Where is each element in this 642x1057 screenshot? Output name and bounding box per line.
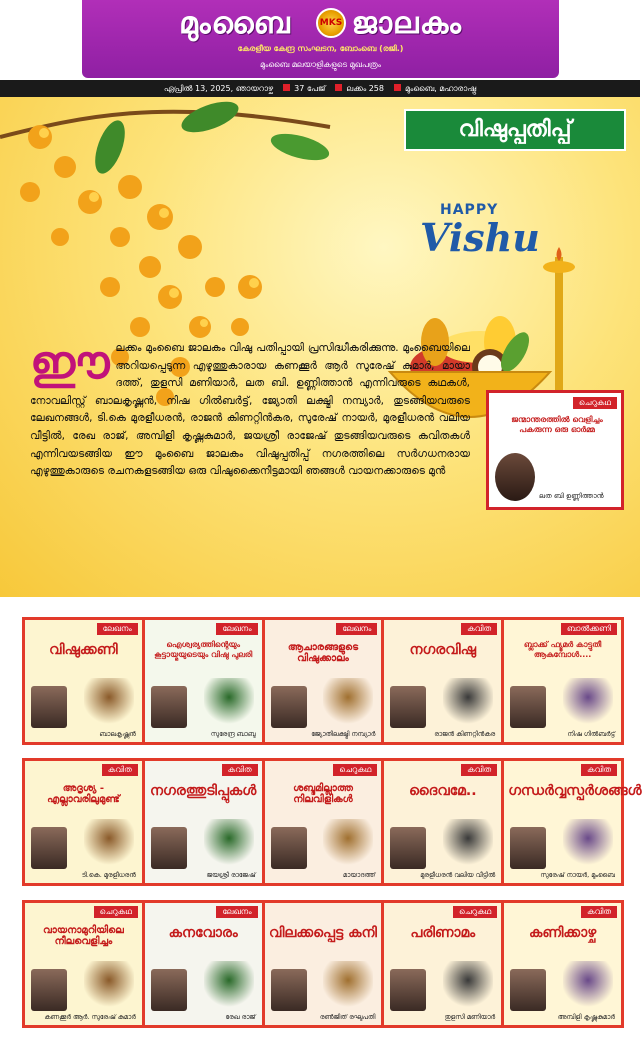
card-title: ഐശ്വര്യത്തിന്റെയും കൂട്ടായ്മയുടെയും വിഷു പുലരി: [154, 640, 253, 659]
card-title: ഗന്ധർവ്വസ്പർശങ്ങൾ: [508, 783, 642, 799]
page-count: 37 പേജ്: [283, 84, 325, 94]
author-photo: [31, 827, 67, 869]
author-photo: [495, 453, 535, 501]
content-card[interactable]: [145, 903, 262, 1025]
contents-row-1: [22, 617, 624, 745]
card-title: ആചാരങ്ങളുടെ വിഷുക്കാലം: [287, 642, 359, 664]
card-title: പരിണാമം: [410, 925, 476, 941]
card-category-tag: കവിത: [581, 764, 617, 776]
card-illustration: [563, 961, 613, 1009]
author-photo: [271, 969, 307, 1011]
card-author: ടി.കെ. മുരളീധരൻ: [81, 871, 136, 879]
card-illustration: [204, 961, 254, 1009]
masthead-tagline: മുംബൈ മലയാളികളുടെ മുഖപത്രം: [259, 60, 381, 69]
card-author: മുരളീധരൻ വലിയ വീട്ടിൽ: [420, 871, 496, 879]
feature-author: ലത ബി ഉണ്ണിത്താൻ: [539, 492, 604, 500]
card-illustration: [84, 961, 134, 1009]
issue-place: മുംബൈ, മഹാരാഷ്ട്ര: [394, 84, 476, 94]
card-author: രേഖ രാജ്: [225, 1013, 256, 1021]
vishu-text: Vishu: [420, 215, 540, 260]
feature-title: ജന്മാന്തരത്തിൽ വെളിച്ചം പകരുന്ന ഒരു ഓർമ്മ: [511, 415, 603, 434]
card-illustration: [84, 678, 134, 726]
card-author: അമ്പിളി കൃഷ്ണകുമാർ: [557, 1013, 615, 1021]
card-title: നഗരവിഷു: [409, 642, 477, 658]
feature-card[interactable]: [486, 390, 624, 510]
issue-date: ഏപ്രിൽ 13, 2025, ഞായറാഴ്ച: [163, 83, 274, 93]
card-title: വിഷുക്കണി: [49, 642, 118, 658]
contents-row-2: [22, 758, 642, 886]
card-author: തുളസി മണിയാർ: [444, 1013, 496, 1021]
card-category-tag: ലേഖനം: [97, 623, 138, 635]
content-card[interactable]: [25, 903, 142, 1025]
card-category-tag: ലേഖനം: [216, 623, 257, 635]
author-photo: [271, 686, 307, 728]
card-category-tag: കവിത: [222, 764, 258, 776]
content-card[interactable]: [145, 761, 262, 883]
card-category-tag: കവിത: [102, 764, 138, 776]
author-photo: [390, 686, 426, 728]
card-category-tag: ലേഖനം: [336, 623, 377, 635]
card-illustration: [443, 678, 493, 726]
author-photo: [151, 686, 187, 728]
author-photo: [510, 686, 546, 728]
intro-text: ലക്കം മുംബൈ ജാലകം വിഷു പതിപ്പായി പ്രസിദ്ധീകരിക്കുന്നു. മുംബൈയിലെ അറിയപ്പെടുന്ന എഴുത്തുകാരായ കണക്കൂർ ആർ സുരേഷ് കുമാർ, മായാ ദത്ത്, തുളസി മണിയാർ, ലത ബി. ഉണ്ണിത്താൻ എന്നിവരുടെ കഥകൾ, നോവലിസ്റ്റ് ബാലകൃഷ്ണൻ, നിഷ ഗിൽബർട്ട്, ജ്യോതി ലക്ഷ്മി നമ്പ്യാർ, തുടങ്ങിയവരുടെ ലേഖനങ്ങൾ, ടി.കെ മുരളീധരൻ, രാജൻ കിണറ്റിൻകര, സുരേഷ് നായർ, മുരളീധരൻ വലിയ വീട്ടിൽ, രേഖ രാജ്, അമ്പിളി കൃഷ്ണകുമാർ, ജയശ്രീ രാജേഷ് തുടങ്ങിയവരുടെ കവിതകൾ എന്നിവയടങ്ങിയ ഈ മുംബൈ ജാലകം വിഷുപ്പതിപ്പ് നഗരത്തിലെ സർഗധനരായ എഴുത്തുകാരുടെ രചനകളടങ്ങിയ ഒരു വിഷുക്കൈനീട്ടമായി ഞങ്ങൾ വായനക്കാരുടെ മുൻ: [30, 342, 470, 478]
card-author: സുരേന്ദ്ര ബാബു: [210, 730, 256, 738]
card-category-tag: ചെറുകഥ: [453, 906, 497, 918]
content-card[interactable]: [504, 903, 621, 1025]
author-photo: [510, 827, 546, 869]
card-illustration: [563, 678, 613, 726]
card-author: നിഷ ഗിൽബർട്ട്: [567, 730, 615, 738]
author-photo: [271, 827, 307, 869]
square-bullet-icon: [394, 84, 401, 91]
card-illustration: [204, 819, 254, 867]
card-author: ജ്യോതിലക്ഷ്മി നമ്പ്യാർ: [311, 730, 376, 738]
card-title: അദൃശ്യ - എല്ലാവരിലുമുണ്ട്: [47, 783, 120, 805]
author-photo: [510, 969, 546, 1011]
content-card[interactable]: [25, 761, 142, 883]
card-category-tag: ചെറുകഥ: [94, 906, 138, 918]
author-photo: [31, 686, 67, 728]
issue-info-bar: [0, 80, 640, 97]
card-title: നഗരത്തുടിപ്പുകൾ: [150, 783, 257, 799]
content-card[interactable]: [265, 761, 382, 883]
card-title: ശബ്ദമില്ലാത്ത നിലവിളികൾ: [293, 783, 353, 805]
card-title: വായനാമുറിയിലെ നീലവെളിച്ചം: [43, 925, 124, 947]
card-title: കണിക്കാഴ്ച: [529, 925, 597, 941]
card-author: സുരേഷ് നായർ, മുംബൈ: [540, 871, 615, 879]
square-bullet-icon: [335, 84, 342, 91]
feature-tag: ചെറുകഥ: [573, 397, 617, 409]
card-illustration: [323, 819, 373, 867]
special-edition-banner: വിഷുപ്പതിപ്പ്: [404, 109, 626, 151]
masthead-subtitle: കേരളീയ കേന്ദ്ര സംഘടന, ബോംബെ (രജി.): [237, 44, 404, 53]
contents-row-3: [22, 900, 624, 1028]
content-card[interactable]: [504, 761, 642, 883]
card-title: ദൈവമേ..: [409, 783, 477, 799]
author-photo: [151, 827, 187, 869]
card-category-tag: ബാൽക്കണി: [561, 623, 617, 635]
issue-number: ലക്കം 258: [335, 84, 384, 94]
card-illustration: [443, 961, 493, 1009]
card-author: മായാദത്ത്: [343, 871, 376, 879]
masthead: [82, 0, 559, 78]
card-illustration: [563, 819, 613, 867]
content-card[interactable]: [25, 620, 142, 742]
card-illustration: [204, 678, 254, 726]
masthead-title-right: ജാലകം: [351, 6, 462, 41]
card-title: ബ്ലാക്ക് ഫ്യൂമർ കാട്ടുതീ ആകുമ്പോൾ....: [523, 640, 602, 659]
card-illustration: [323, 961, 373, 1009]
content-card[interactable]: [384, 903, 501, 1025]
card-illustration: [84, 819, 134, 867]
content-card[interactable]: [265, 903, 382, 1025]
masthead-title-left: മുംബൈ: [179, 6, 291, 41]
author-photo: [151, 969, 187, 1011]
author-photo: [390, 969, 426, 1011]
content-card[interactable]: [265, 620, 382, 742]
content-card[interactable]: [145, 620, 262, 742]
content-card[interactable]: [384, 620, 501, 742]
card-title: കനവോരം: [168, 925, 238, 941]
card-category-tag: ലേഖനം: [216, 906, 257, 918]
card-author: ബാലകൃഷ്ണൻ: [99, 730, 136, 738]
card-author: രാജൻ കിണറ്റിൻകര: [434, 730, 496, 738]
card-category-tag: കവിത: [461, 623, 497, 635]
card-title: വിലക്കപ്പെട്ട കനി: [269, 925, 377, 941]
author-photo: [390, 827, 426, 869]
card-category-tag: ചെറുകഥ: [333, 764, 377, 776]
happy-text: HAPPY: [440, 202, 499, 218]
card-author: ജയശ്രീ രാജേഷ്: [206, 871, 256, 879]
card-illustration: [443, 819, 493, 867]
author-photo: [31, 969, 67, 1011]
content-card[interactable]: [504, 620, 621, 742]
card-category-tag: കവിത: [461, 764, 497, 776]
square-bullet-icon: [283, 84, 290, 91]
intro-dropcap: ഈ: [30, 335, 110, 389]
editorial-intro: [30, 335, 470, 481]
card-illustration: [323, 678, 373, 726]
content-card[interactable]: [384, 761, 501, 883]
card-author: രൺജിത് രഘുപതി: [319, 1013, 376, 1021]
org-logo-icon: MKS: [316, 8, 346, 38]
card-category-tag: കവിത: [581, 906, 617, 918]
card-author: കണക്കൂർ ആർ. സുരേഷ് കുമാർ: [44, 1013, 136, 1021]
